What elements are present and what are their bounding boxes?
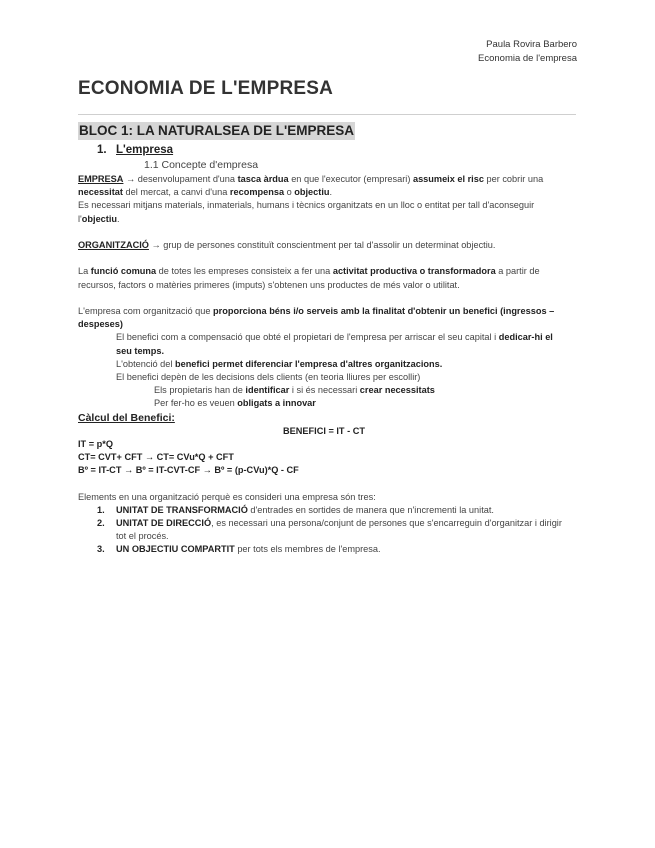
list-number: 2. — [97, 518, 105, 529]
bold-run: UNITAT DE TRANSFORMACIÓ — [116, 504, 248, 515]
text-run: → grup de persones constituït conscientment per tal d'assolir un determinat objectiu. — [148, 240, 496, 250]
formula-line — [78, 451, 570, 464]
header-author: Paula Rovira Barbero — [486, 39, 577, 50]
bold-run: activitat productiva o transformadora — [332, 266, 496, 277]
bold-run: UNITAT DE DIRECCIÓ — [116, 518, 212, 529]
empresa-definition — [78, 173, 570, 199]
bold-run: UN OBJECTIU COMPARTIT — [116, 544, 235, 555]
list-text — [116, 517, 570, 543]
text-run: del mercat, a canvi d'una — [122, 187, 230, 198]
text-run: i si és necessari — [289, 385, 360, 396]
elements-list — [78, 504, 570, 557]
text-run: La — [78, 266, 91, 277]
text-run: Els propietaris han de — [154, 385, 246, 396]
text-run: . — [117, 213, 120, 224]
organitzacio-definition — [78, 239, 570, 252]
section-label: L'empresa — [116, 144, 174, 156]
benefici-subline — [78, 384, 570, 397]
benefici-formula: BENEFICI = IT - CT — [283, 425, 365, 436]
benefici-subline — [78, 397, 570, 410]
bold-run: objectiu — [81, 213, 118, 224]
text-run: . — [329, 187, 333, 198]
bold-run: proporciona béns i/o serveis amb la finalitat d'obtenir un benefici (ingressos – despeses) — [78, 305, 555, 330]
bold-run: necessitat — [78, 187, 123, 198]
text-run: , es necessari una persona/conjunt de persones que s'encarreguin d'organitzar i dirigir tot el procés. — [116, 518, 562, 542]
list-text — [116, 543, 570, 556]
bold-run: objectiu — [294, 187, 330, 198]
list-item — [78, 517, 570, 543]
text-run: Per fer-ho es veuen — [154, 398, 238, 409]
bold-run: dedicar-hi el seu temps. — [116, 332, 553, 356]
text-run: per cobrir una — [483, 174, 544, 184]
text-run: per tots els membres de l'empresa. — [234, 544, 381, 555]
list-item — [78, 543, 570, 556]
text-run: en que l'executor (empresari) — [288, 174, 413, 184]
text-run: de totes les empreses consisteix a fer una — [156, 266, 333, 277]
list-text — [116, 504, 570, 517]
spacer — [78, 292, 570, 305]
text-run: El benefici com a compensació que obté el propietari de l'empresa per arriscar el seu capital i — [116, 332, 499, 343]
bold-run: tasca àrdua — [237, 174, 289, 184]
formula-line — [78, 438, 570, 451]
benefici-paragraph — [78, 305, 570, 331]
organitzacio-term: ORGANITZACIÓ — [78, 240, 149, 250]
empresa-term: EMPRESA — [78, 174, 124, 184]
bold-run: Bº = IT-CT → Bº = IT-CVT-CF → Bº = (p-CVu)*Q - CF — [78, 465, 299, 476]
bloc-heading: BLOC 1: LA NATURALSEA DE L'EMPRESA — [79, 123, 354, 138]
bold-run: CT= CVT+ CFT → CT= CVu*Q + CFT — [78, 452, 234, 463]
bold-run: benefici permet diferenciar l'empresa d'altres organitzacions. — [174, 358, 443, 369]
bold-run: assumeix el risc — [412, 174, 484, 184]
empresa-means — [78, 199, 570, 225]
elements-intro: Elements en una organització perquè es consideri una empresa són tres: — [78, 491, 376, 502]
benefici-line — [78, 331, 570, 357]
calcul-heading: Càlcul del Benefici: — [78, 411, 175, 424]
text-run: L'empresa com organització que — [78, 305, 214, 316]
text-run: L'obtenció del — [116, 358, 175, 369]
section-number: 1. — [97, 144, 107, 156]
benefici-line — [78, 358, 570, 371]
funcio-paragraph — [78, 265, 570, 291]
page-header — [478, 38, 577, 66]
spacer — [78, 477, 570, 490]
benefici-line: El benefici depèn de les decisions dels clients (en teoria lliures per escollir) — [116, 372, 421, 382]
bold-run: obligats a innovar — [237, 398, 316, 409]
title-divider — [78, 114, 576, 115]
spacer — [78, 252, 570, 265]
bold-run: funció comuna — [90, 266, 157, 277]
text-run: Es necessari mitjans materials, inmaterials, humans i tècnics organitzats en un lloc o entitat per tall d'aconseguir l' — [78, 200, 535, 224]
list-item — [78, 504, 570, 517]
text-run: o — [284, 187, 295, 198]
text-run: a partir de recursos, factors o matèries primeres (imputs) s'obtenen uns productes de més valor o utilitat. — [78, 266, 540, 290]
formula-line — [78, 464, 570, 477]
document-body — [78, 142, 570, 557]
section-heading — [97, 142, 570, 158]
header-subject: Economia de l'empresa — [478, 53, 577, 64]
list-number: 3. — [97, 544, 105, 555]
bold-run: crear necessitats — [359, 385, 435, 396]
text-run: d'entrades en sortides de manera que n'incrementi la unitat. — [247, 504, 494, 515]
text-run: → desenvolupament d'una — [123, 174, 238, 184]
subsection-heading: 1.1 Concepte d'empresa — [144, 159, 259, 171]
bold-run: identificar — [245, 385, 290, 396]
list-number: 1. — [97, 504, 105, 515]
spacer — [78, 226, 570, 239]
bold-run: IT = p*Q — [78, 438, 113, 449]
bold-run: recompensa — [229, 187, 285, 198]
document-title: ECONOMIA DE L'EMPRESA — [78, 78, 334, 99]
